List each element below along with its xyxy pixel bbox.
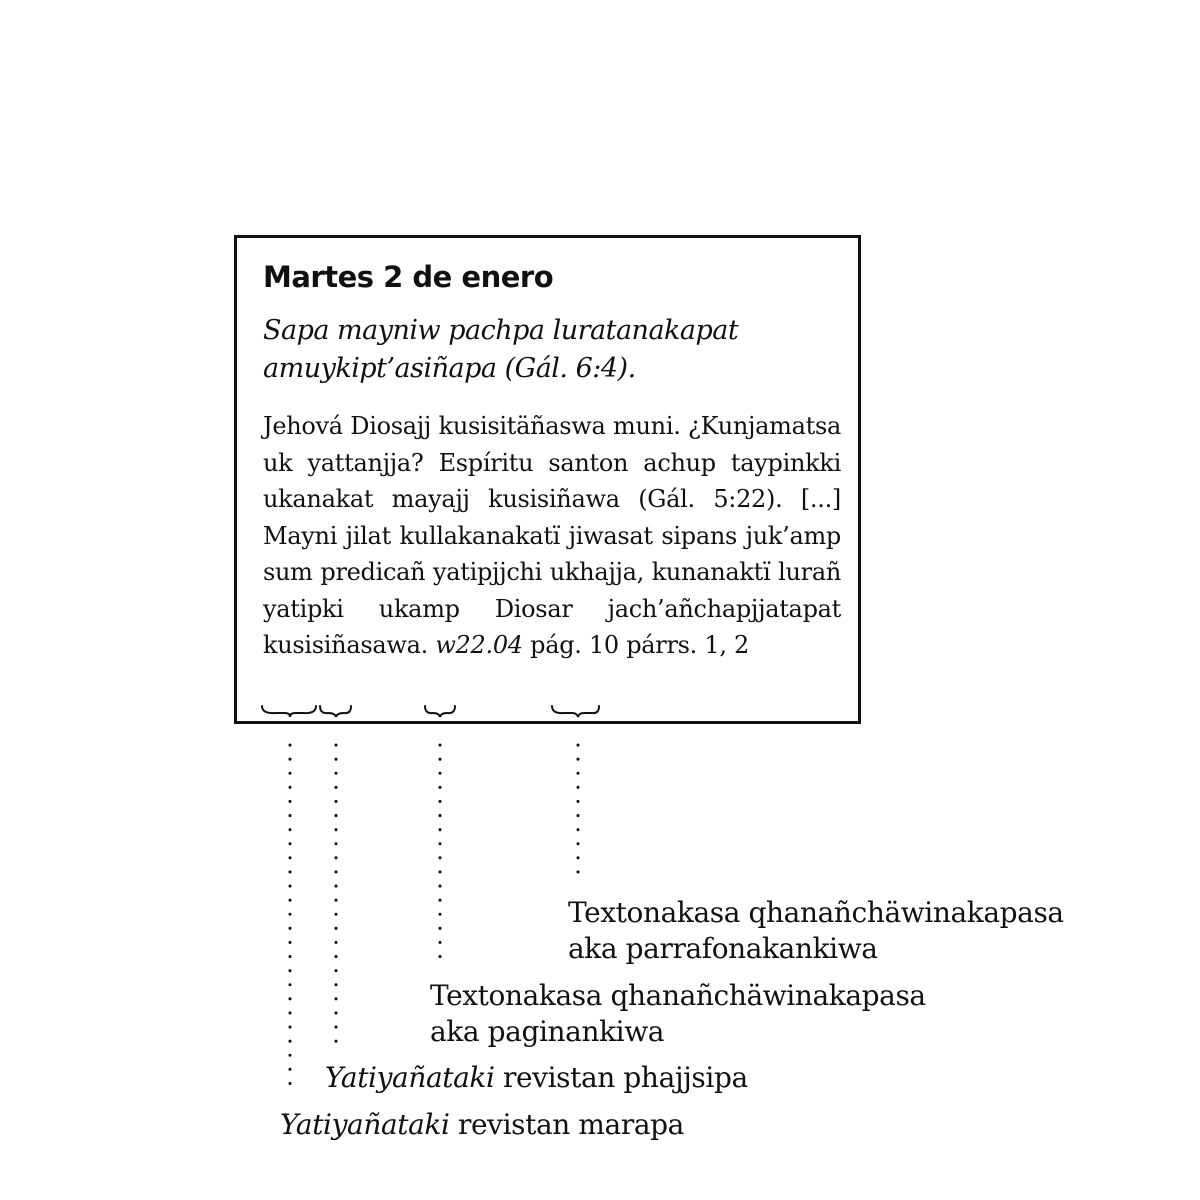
label-paragraphs-line1: Textonakasa qhanañchäwinakapasa (568, 896, 1064, 929)
ref-paragraphs-label: párrs. (626, 631, 697, 659)
ref-page: 10 (588, 631, 619, 659)
entry-body-text: Jehová Diosajj kusisitäñaswa muni. ¿Kunjamatsa uk yattanjja? Espíritu santon achup taypinkki ukanakat mayajj kusisiñawa (Gál. 5:22). [...] Mayni jilat kullakanakatï jiwasat sipans juk’amp sum predicañ yatipjjchi ukhajja, kunanaktï lurañ yatipki ukamp Diosar jach’añchapjjatapat kusisiñasawa. (263, 412, 841, 659)
label-publication-rest: revistan marapa (449, 1108, 684, 1141)
label-issue (325, 1060, 748, 1096)
theme-verse: Sapa mayniw pachpa luratanakapat amuykipt’asiñapa (Gál. 6:4). (263, 315, 739, 384)
label-publication (280, 1107, 684, 1143)
label-page (430, 978, 926, 1050)
label-paragraphs (568, 895, 1064, 967)
label-issue-rest: revistan phajjsipa (494, 1061, 748, 1094)
label-page-line1: Textonakasa qhanañchäwinakapasa (430, 979, 926, 1012)
label-paragraphs-line2: aka parrafonakankiwa (568, 932, 878, 965)
label-page-line2: aka paginankiwa (430, 1015, 665, 1048)
brace-publication (262, 706, 316, 717)
entry-date: Martes 2 de enero (263, 260, 554, 294)
brace-issue (320, 706, 351, 717)
brace-paragraphs (552, 706, 599, 717)
label-publication-italic: Yatiyañataki (280, 1108, 450, 1141)
label-issue-italic: Yatiyañataki (325, 1061, 495, 1094)
ref-issue: .04 (485, 631, 523, 659)
ref-paragraphs: 1, 2 (704, 631, 749, 659)
ref-page-label: pág. (530, 631, 582, 659)
ref-publication: w22 (435, 631, 486, 659)
brace-page (425, 706, 455, 717)
